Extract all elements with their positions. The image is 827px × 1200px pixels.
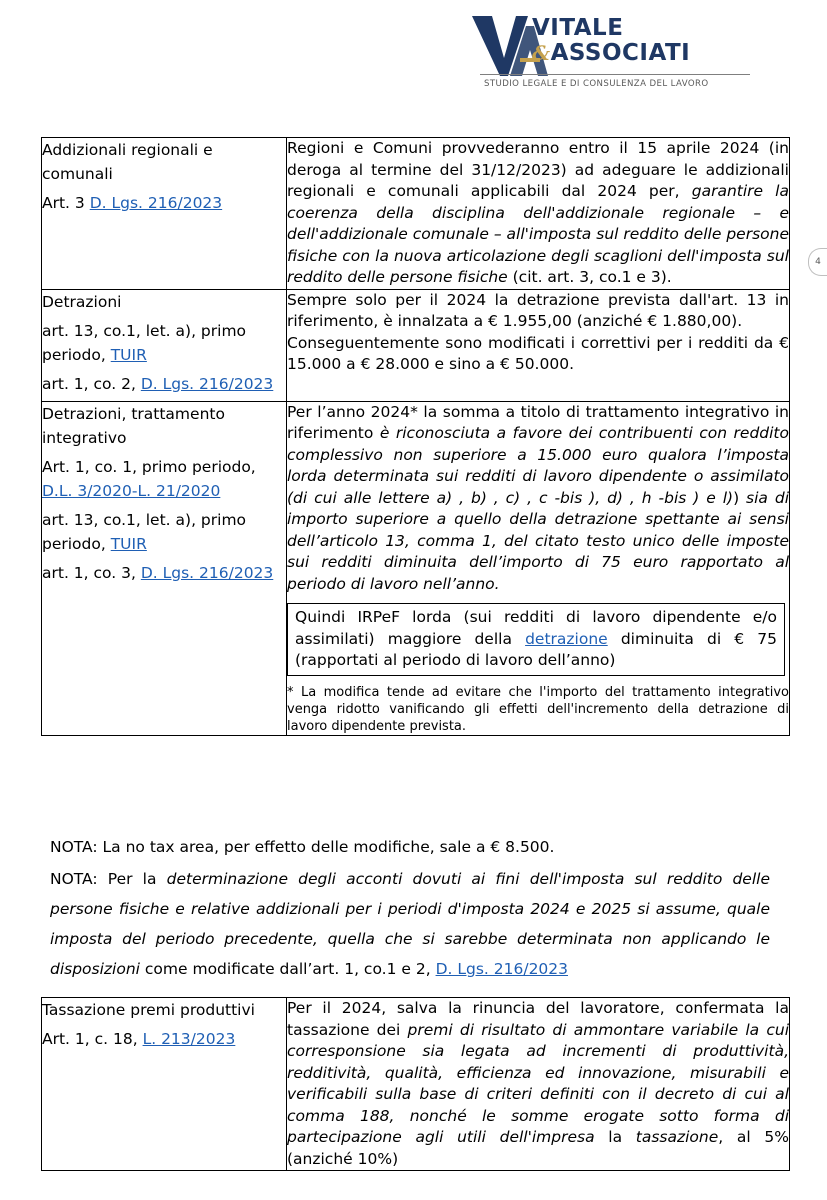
table-row [42, 138, 790, 290]
row-label-cell [42, 401, 287, 735]
text-part: , al 5% (anziché 10%) [287, 1128, 789, 1168]
row-reference [42, 372, 286, 396]
ref-prefix: Art. 3 [42, 194, 90, 212]
row-text [287, 402, 789, 596]
row-text [287, 998, 789, 1170]
text-italic: premi di risultato di ammontare variabile la cui corresponsione sia legata ad incrementi di produttività, redditività, qualità, efficienza ed innovazione, misurabili e verificabili sulla base di criteri definiti con il decreto di cui al comma 188, nonché le somme erogate sotto forma di partecipazione agli utili dell'impresa [287, 1020, 790, 1146]
row-content-cell [287, 401, 790, 735]
ref-prefix: art. 1, co. 3, [42, 563, 141, 582]
logo-rule [480, 74, 750, 75]
row-reference [42, 561, 286, 585]
text-part: come modificate dall’art. 1, co.1 e 2, [139, 960, 436, 978]
ref-prefix: Art. 1, c. 18, [42, 1030, 143, 1048]
text-italic: determinazione degli acconti dovuti ai fini dell'imposta sul reddito delle persone fisiche e relative addizionali per i periodi d'imposta 2024 e 2025 si assume, quale imposta del periodo precedente, quella che si sarebbe determinata non applicando le disposizioni [50, 870, 770, 978]
ref-prefix: art. 1, co. 2, [42, 374, 141, 393]
row-title: Addizionali regionali e comunali [42, 141, 213, 183]
text-part: (cit. art. 3, co.1 e 3). [507, 268, 672, 286]
text-part: Regioni e Comuni provvederanno entro il 15 aprile 2024 (in deroga al termine del 31/12/2023) ad adeguare le addizionali regionali e comunali applicabili dal 2024 per, [287, 139, 789, 200]
footnote: * La modifica tende ad evitare che l'importo del trattamento integrativo venga ridotto vanificando gli effetti dell'incremento della detrazione di lavoro dipendente prevista. [287, 684, 789, 734]
row-reference [42, 455, 286, 503]
text-part: la [594, 1128, 636, 1146]
ref-link-tuir[interactable]: TUIR [110, 534, 147, 553]
row-label-cell [42, 289, 287, 401]
row-text: Conseguentemente sono modificati i correttivi per i redditi da € 15.000 a € 28.000 e sino a € 50.000. [287, 333, 789, 373]
row-label-cell [42, 998, 287, 1171]
row-title: Detrazioni [42, 292, 122, 311]
row-text [287, 138, 789, 289]
logo-name-vitale: VITALE [532, 15, 624, 41]
logo-tagline: STUDIO LEGALE E DI CONSULENZA DEL LAVORO [484, 79, 709, 89]
row-reference [42, 191, 286, 215]
row-text: Sempre solo per il 2024 la detrazione prevista dall'art. 13 in riferimento, è innalzata a € 1.955,00 (anziché € 1.880,00). [287, 290, 789, 330]
ref-prefix: art. 13, co.1, let. a), primo periodo, [42, 510, 247, 553]
text-part: Per l’anno 2024* la somma a titolo di trattamento integrativo in riferimento [287, 402, 789, 442]
firm-logo [470, 12, 750, 90]
ref-link-dlgs-216-2023[interactable]: D. Lgs. 216/2023 [89, 194, 223, 212]
logo-name-associati [532, 40, 690, 66]
page-number: 4 [808, 248, 827, 276]
summary-table-1 [41, 137, 790, 736]
ref-link-dlgs-216-2023[interactable]: D. Lgs. 216/2023 [435, 960, 569, 978]
text-part: diminuita di € 75 (rapportati al periodo di lavoro dell’anno) [295, 629, 777, 669]
text-part: Quindi IRPeF lorda (sui redditi di lavoro dipendente e/o assimilati) maggiore della [295, 608, 777, 648]
nota-acconti [50, 864, 770, 984]
ref-prefix: art. 13, co.1, let. a), primo periodo, [42, 321, 247, 364]
text-part: NOTA: Per la [50, 870, 167, 888]
ref-link-tuir[interactable]: TUIR [110, 345, 147, 364]
table-row [42, 998, 790, 1171]
text-italic: è riconosciuta a favore dei contribuenti con reddito complessivo non superiore a 15.000 euro qualora l’imposta lorda determinata sui redditi di lavoro dipendente o assimilato (di cui alle lettere a) , b) , c) , c -bis ), d) , h -bis ) e l) [287, 424, 789, 507]
summary-table-2 [41, 997, 790, 1171]
row-content-cell [287, 289, 790, 401]
table-row [42, 401, 790, 735]
row-title: Tassazione premi produttivi [42, 1001, 255, 1019]
row-reference [42, 1027, 286, 1051]
row-label-cell [42, 138, 287, 290]
summary-box [287, 603, 785, 676]
text-part: ) [733, 488, 747, 507]
ref-prefix: Art. 1, co. 1, primo periodo, [42, 457, 256, 476]
ref-link-dlgs-216-2023[interactable]: D. Lgs. 216/2023 [140, 563, 274, 582]
ref-link-dl-3-2020[interactable]: D.L. 3/2020-L. 21/2020 [42, 481, 221, 500]
text-part: Per il 2024, salva la rinuncia del lavoratore, confermata la tassazione dei [287, 999, 789, 1039]
logo-associati-text: ASSOCIATI [550, 40, 691, 66]
row-content-cell [287, 138, 790, 290]
nota-no-tax-area: NOTA: La no tax area, per effetto delle modifiche, sale a € 8.500. [50, 838, 555, 856]
logo-ampersand: & [532, 41, 551, 65]
row-title: Detrazioni, trattamento integrativo [42, 404, 225, 447]
detrazione-link[interactable]: detrazione [525, 629, 608, 648]
row-content-cell [287, 998, 790, 1171]
row-reference [42, 508, 286, 556]
text-italic: tassazione [635, 1128, 719, 1146]
row-reference [42, 319, 286, 367]
ref-link-dlgs-216-2023[interactable]: D. Lgs. 216/2023 [140, 374, 274, 393]
text-italic: garantire la coerenza della disciplina dell'addizionale regionale – e dell'addizionale comunale – all'imposta sul reddito delle persone fisiche con la nuova articolazione degli scaglioni dell'imposta sul reddito delle persone fisiche [287, 182, 789, 286]
text-italic: sia di importo superiore a quello della detrazione spettante ai sensi dell’articolo 13, comma 1, del citato testo unico delle imposte sui redditi diminuita dell’importo di 75 euro rapportato al periodo di lavoro nell’anno. [287, 488, 790, 593]
ref-link-l-213-2023[interactable]: L. 213/2023 [142, 1030, 236, 1048]
table-row [42, 289, 790, 401]
